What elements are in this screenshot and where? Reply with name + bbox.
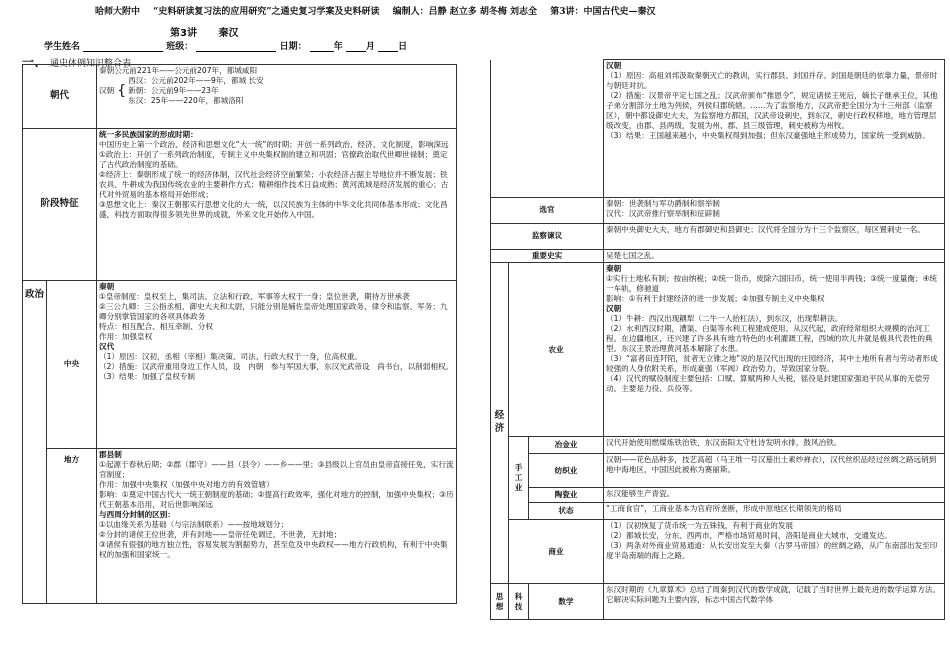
han-local-cell <box>604 60 945 198</box>
lecture-number: 第3讲 <box>170 28 197 39</box>
compare-line: ①以血缘关系为基础（与宗法制联系）——按地域划分； <box>99 520 289 530</box>
metal-text: 汉代开始使用燃煤炼铁治铁，东汉南阳太守杜诗发明水排，鼓风冶铁。 <box>604 437 945 454</box>
central-line: ②三公九卿：三公指丞相、御史大夫和太尉，只能分别是辅佐皇帝处理国家政务、律令和监察、军务；九卿分别掌管国家的各项具体政务 <box>99 302 448 322</box>
month-blank[interactable] <box>346 42 366 52</box>
day-label: 日 <box>398 42 408 52</box>
compare-line: ③诸侯有很强的地方独立性，容易发展为割据势力，甚至危及中央政权——地方行政机构，有利于中央集权的加强和国家统一。 <box>99 540 448 560</box>
stage-label: 阶段特征 <box>23 129 97 281</box>
stage-line: ③思想文化上：秦汉王朝都实行思想文化的大一统，以汉民族为主体的中华文化共同体基本形成；文化昌盛，科技方面取得很多领先世界的成就，外来文化开始传入中国。 <box>99 200 448 220</box>
thought-label: 思想 <box>491 584 509 620</box>
local-cell <box>97 449 457 604</box>
han-title: 汉代 <box>99 342 115 352</box>
local-label: 地方 <box>47 449 97 604</box>
lecture-ref: 第3讲：中国古代史—秦汉 <box>550 7 656 17</box>
handicraft-label: 手工业 <box>509 437 529 520</box>
class-label: 班级： <box>166 42 194 52</box>
stage-line: ①政治上：开创了一系列政治制度，专制主义中央集权制的建立和巩固；官僚政治取代世卿世禄制；奠定了古代政治制度的基础。 <box>99 150 448 170</box>
central-line: 作用：加强皇权 <box>99 332 153 342</box>
editors: 编制人：吕静 赵立多 胡冬梅 刘志全 <box>392 7 538 17</box>
west-han-dates: 西汉：公元前202年——9年，都城 长安 <box>128 76 264 86</box>
math-label: 数学 <box>529 584 604 620</box>
local-line: 影响：①奠定中国古代大一统王朝制度的基础；②提高行政效率，强化对地方的控制，加强中央集权；③历代王朝基本沿用，对后世影响深远 <box>99 490 454 510</box>
stage-cell <box>97 129 457 281</box>
dynasty-label: 朝代 <box>23 65 97 129</box>
commerce-line: （3）两条对外商业贸易通道：从长安出发至大秦（古罗马帝国）的丝绸之路，从广东南部出发至印度半岛南端的海上之路。 <box>606 541 938 561</box>
compare-title: 与西周分封制的区别： <box>99 510 175 520</box>
status-text: “工商食官”，工商业基本为官府所垄断，形成中原地区长期领先的格局 <box>604 503 945 520</box>
central-line: 特点：相互配合、相互牵制、分权 <box>99 322 213 332</box>
selection-han: 汉代：汉武帝推行察举制和征辟制 <box>606 209 720 219</box>
agri-label: 农业 <box>509 263 604 437</box>
stage-line: 中国历史上第一个政治、经济和思想文化“大一统”的时期；开创一系列政治、经济、文化制度，影响深远 <box>99 140 449 150</box>
textile-label: 纺织业 <box>529 454 604 488</box>
section-number: 一、 <box>22 55 47 69</box>
selection-cell <box>604 198 945 224</box>
central-line: （2）措施：汉武帝重用身边工作人员，设 内朝 参与军国大事，东汉光武帝设 尚书台，以削弱相权。 <box>99 362 454 372</box>
east-han-dates: 东汉：25年——220年，都城洛阳 <box>128 96 244 106</box>
ceramic-text: 东汉能够生产青瓷。 <box>604 488 945 503</box>
qin-title: 秦朝 <box>99 282 115 291</box>
politics-label: 政治 <box>23 281 47 604</box>
central-line: ①皇帝制度：皇权至上，集司法、立法和行政、军事等大权于一身；皇位世袭，期待万世承袭 <box>99 292 410 302</box>
commerce-label: 商业 <box>509 520 604 584</box>
school-name: 哈师大附中 <box>95 7 141 17</box>
agri-han-title: 汉朝 <box>606 304 622 314</box>
date-label: 日期： <box>279 42 307 52</box>
day-blank[interactable] <box>378 42 398 52</box>
han-local-line: （1）原因：高祖刘邦汲取秦朝灭亡的教训，实行郡县、封国并存。封国是朝廷的依靠力量，景帝时与朝廷对抗。 <box>606 71 938 91</box>
math-text: 东汉时期的《九章算术》总结了周秦到汉代的数学成就，记载了当时世界上最先进的数学运算方法。它解决实际问题为主要内容，标志中国古代数学体 <box>604 584 945 620</box>
local-line: ①起源于春秋后期；②郡（郡守）——县（县令）——乡——里；③县级以上官员由皇帝直接任免，实行流官制度； <box>99 460 454 480</box>
stage-line: ②经济上：秦朝形成了统一的经济体制，汉代社会经济空前繁荣；小农经济占据主导地位并不断发展；铁农具、牛耕成为我国传统农业的主要耕作方式；精耕细作技术日益成熟；黄河流域是经济发展的重心；古代对外贸易的基本格局开始形成； <box>99 170 449 200</box>
commerce-line: （1）汉初恢复了货币统一为五铢钱，有利于商业的发展 <box>606 521 794 531</box>
supervision-label: 监察谏议 <box>491 224 604 250</box>
page-header <box>95 4 935 18</box>
agri-cell <box>604 263 945 437</box>
name-label: 学生姓名 <box>44 42 81 52</box>
qin-dates: 秦朝公元前221年——公元前207年，都城咸阳 <box>99 66 258 75</box>
agri-line: （2）水利西汉时期，漕渠、白渠等水利工程建成使用。从汉代起，政府经常组织大规模的治河工程。在边疆地区，还兴建了许多具有地方特色的水利灌溉工程，西域的坎儿井就是极具代表性的典型。东汉王景治理黄河基本解除了水患。 <box>606 324 933 354</box>
agri-line: 影响：①有利于封建经济的进一步发展；②加强专制主义中央集权 <box>606 294 825 304</box>
class-blank[interactable] <box>196 42 276 52</box>
metal-label: 冶金业 <box>529 437 604 454</box>
han-label: 汉朝 <box>99 86 115 96</box>
agri-line: （4）汉代的赋役制度主要包括：口赋、算赋两种人头税，徭役是封建国家强迫平民从事的无偿劳动。主要是力役、兵役等。 <box>606 374 930 394</box>
local-title: 郡县制 <box>99 450 122 459</box>
xin-dates: 新朝：公元前9年——23年 <box>128 86 219 96</box>
section-text: 通史体例知识整合表 <box>50 59 132 69</box>
han-blank-cell <box>491 60 604 198</box>
selection-qin: 秦朝：世袭制与军功爵制和察举制 <box>606 199 720 208</box>
han-periods <box>128 76 264 106</box>
lecture-title <box>170 24 470 39</box>
economy-label: 经济 <box>491 263 509 584</box>
compare-line: ②分封的诸侯王位世袭，并有封地——皇帝任免调迁，不世袭，无封地； <box>99 530 342 540</box>
left-table <box>22 64 457 604</box>
han-local-line: （2）措施：汉景帝平定七国之乱；汉武帝颁布“推恩令”，规定诸侯王死后，嫡长子继承王位，其他子弟分割部分土地为列侯，列侯归郡统辖。……为了监察地方，汉武帝把全国分为十三州部（监察区），朝中都设御史大夫，为监察地方都国，汉武帝设刺史，到东汉，刺史行政权移地，地方管理层级改变，由郡、县两级，发展为州、郡、县三级管理，刺史被称为州牧。 <box>606 91 938 131</box>
central-line: （3）结果：加强了皇权专制 <box>99 372 195 382</box>
han-group <box>99 76 454 106</box>
textile-text: 汉朝——花色品种多，技艺高超（马王堆一号汉墓出土素纱禅衣），汉代丝织品经过丝绸之路远销到地中海地区，中国因此被称为赛丽斯。 <box>604 454 945 488</box>
status-label: 状态 <box>529 503 604 520</box>
stage-title: 统一多民族国家的形成时期： <box>99 130 198 139</box>
agri-line: （1）牛耕：西汉出现耦犁（二牛一人抬杠法），到东汉，出现犁耕法。 <box>606 314 843 324</box>
events-text: 吴楚七国之乱。 <box>604 250 945 263</box>
ceramic-label: 陶瓷业 <box>529 488 604 503</box>
lecture-name: 秦汉 <box>218 28 239 39</box>
commerce-line: （2）都城长安，分东、西两市，严格市场贸易时间，洛阳是商业大城市，交通发达。 <box>606 531 892 541</box>
year-blank[interactable] <box>310 42 334 52</box>
project-title: “史料研读复习法的应用研究”之通史复习学案及史料研读 <box>153 7 380 17</box>
central-line: （1）原因：汉初，丞相（宰相）集决策、司法、行政大权于一身，位高权重。 <box>99 352 363 362</box>
agri-line: ①实行土地私有制；按亩纳税；②统一货币，废除六国旧币，统一使用半两钱；③统一度量衡；④统一车轨，修驰道 <box>606 274 937 294</box>
dynasty-cell <box>97 65 457 129</box>
central-label: 中央 <box>47 281 97 449</box>
han-local-line: （3）结果：王国越来越小，中央集权得到加强；但东汉豪强地主形成势力，国家统一受到威胁。 <box>606 131 930 141</box>
events-label: 重要史实 <box>491 250 604 263</box>
han-local-title: 汉朝 <box>606 61 622 70</box>
agri-line: （3）“富者田连阡陌，贫者无立锥之地”说的是汉代出现的庄园经济，其中土地所有者与劳动者形成较强的人身依附关系，形成豪强（军阀）政治势力，导致国家分裂。 <box>606 354 938 374</box>
commerce-cell <box>604 520 945 584</box>
year-label: 年 <box>333 42 343 52</box>
student-info <box>44 39 464 52</box>
agri-qin-title: 秦朝 <box>606 264 622 274</box>
name-blank[interactable] <box>83 42 163 52</box>
supervision-text: 秦朝中央御史大夫，地方有郡御史和县御史；汉代将全国分为十三个监察区，每区置刺史一名。 <box>604 224 945 250</box>
month-label: 月 <box>365 42 375 52</box>
selection-label: 选官 <box>491 198 604 224</box>
tech-label: 科技 <box>509 584 529 620</box>
central-cell <box>97 281 457 449</box>
brace-icon: { <box>117 83 127 100</box>
right-table <box>490 59 945 620</box>
local-line: 作用：加强中央集权（加强中央对地方的有效管辖） <box>99 480 274 490</box>
